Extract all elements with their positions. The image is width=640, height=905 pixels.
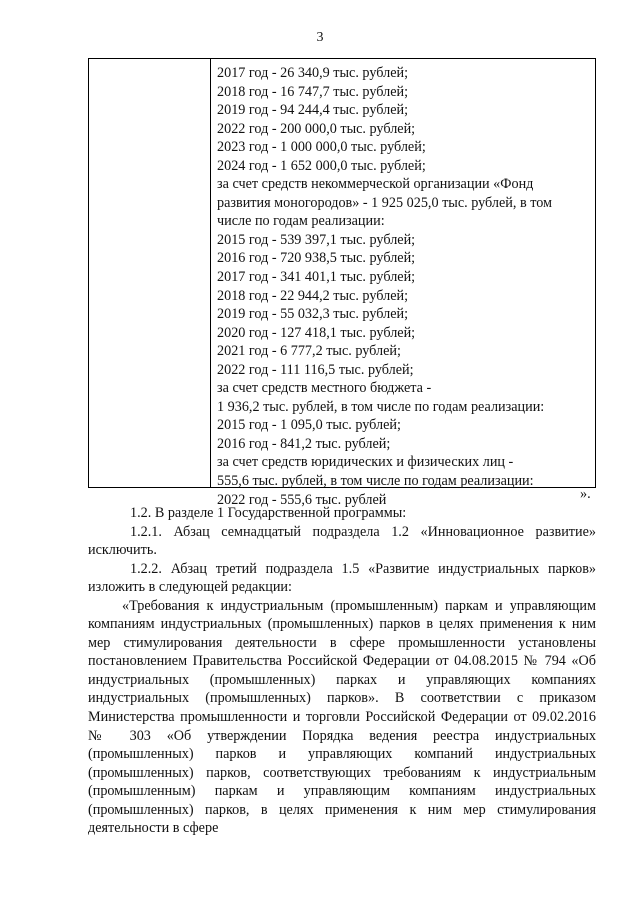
table-line: 2016 год - 720 938,5 тыс. рублей; [217,250,416,267]
table-line: 2023 год - 1 000 000,0 тыс. рублей; [217,139,426,156]
table-line: 1 936,2 тыс. рублей, в том числе по годам реализации: [217,398,545,415]
table-line: числе по годам реализации: [217,213,385,230]
table-line: 555,6 тыс. рублей, в том числе по годам реализации: [217,473,534,490]
table-line: 2024 год - 1 652 000,0 тыс. рублей; [217,157,426,174]
table-line: за счет средств юридических и физических лиц - [217,454,514,471]
table-line: 2020 год - 127 418,1 тыс. рублей; [217,324,416,341]
body-text [88,504,596,838]
table-line: 2015 год - 1 095,0 тыс. рублей; [217,417,401,434]
table-line: развития моногородов» - 1 925 025,0 тыс. рублей, в том [217,194,553,211]
table-line: 2015 год - 539 397,1 тыс. рублей; [217,231,416,248]
table-line: за счет средств некоммерческой организации «Фонд [217,176,534,193]
table-line: 2019 год - 55 032,3 тыс. рублей; [217,306,409,323]
table-line: 2017 год - 26 340,9 тыс. рублей; [217,65,409,81]
table-line: 2016 год - 841,2 тыс. рублей; [217,435,391,452]
table-line: 2019 год - 94 244,4 тыс. рублей; [217,102,409,119]
table-line: 2022 год - 200 000,0 тыс. рублей; [217,120,416,137]
table-line: 2022 год - 111 116,5 тыс. рублей; [217,361,414,378]
table-line: 2022 год - 555,6 тыс. рублей [217,491,387,508]
funding-table [88,58,596,508]
paragraph-item-1-2-2: 1.2.2. Абзац третий подраздела 1.5 «Развитие индустриальных парков» изложить в следующей редакции: [88,560,596,596]
table-line: 2018 год - 22 944,2 тыс. рублей; [217,287,409,304]
paragraph-item-1-2-1: 1.2.1. Абзац семнадцатый подраздела 1.2 «Инновационное развитие» исключить. [88,523,596,559]
table-line: 2017 год - 341 401,1 тыс. рублей; [217,269,416,286]
paragraph-quoted-requirements: «Требования к индустриальным (промышленным) паркам и управляющим компаниям индустриальных (промышленных) парков в целях применения к ним мер стимулирования деятельности в сфере промышленности установлены постановлением Правительства Российской Федерации от 04.08.2015 № 794 «Об индустриальных (промышленных) парках и управляющих компаниях индустриальных (промышленных) парков». В соответствии с приказом Министерства промышленности и торговли Российской Федерации от 09.02.2016 № 303 «Об утверждении Порядка ведения реестра индустриальных (промышленных) парков и управляющих компаний индустриальных (промышленных) парков, соответствующих требованиям к индустриальным (промышленным) паркам и управляющим компаниям индустриальных (промышленных) парков, в целях применения к ним мер стимулирования деятельности в сфере [88,597,596,837]
funding-table-cell [217,64,589,509]
table-column-divider [210,59,211,487]
table-line: за счет средств местного бюджета - [217,380,432,397]
page-number: 3 [316,30,324,45]
table-line: 2021 год - 6 777,2 тыс. рублей; [217,343,401,360]
paragraph-section-1-2: 1.2. В разделе 1 Государственной программы: [130,505,407,521]
closing-quote: ». [580,486,591,502]
table-line: 2018 год - 16 747,7 тыс. рублей; [217,83,409,100]
